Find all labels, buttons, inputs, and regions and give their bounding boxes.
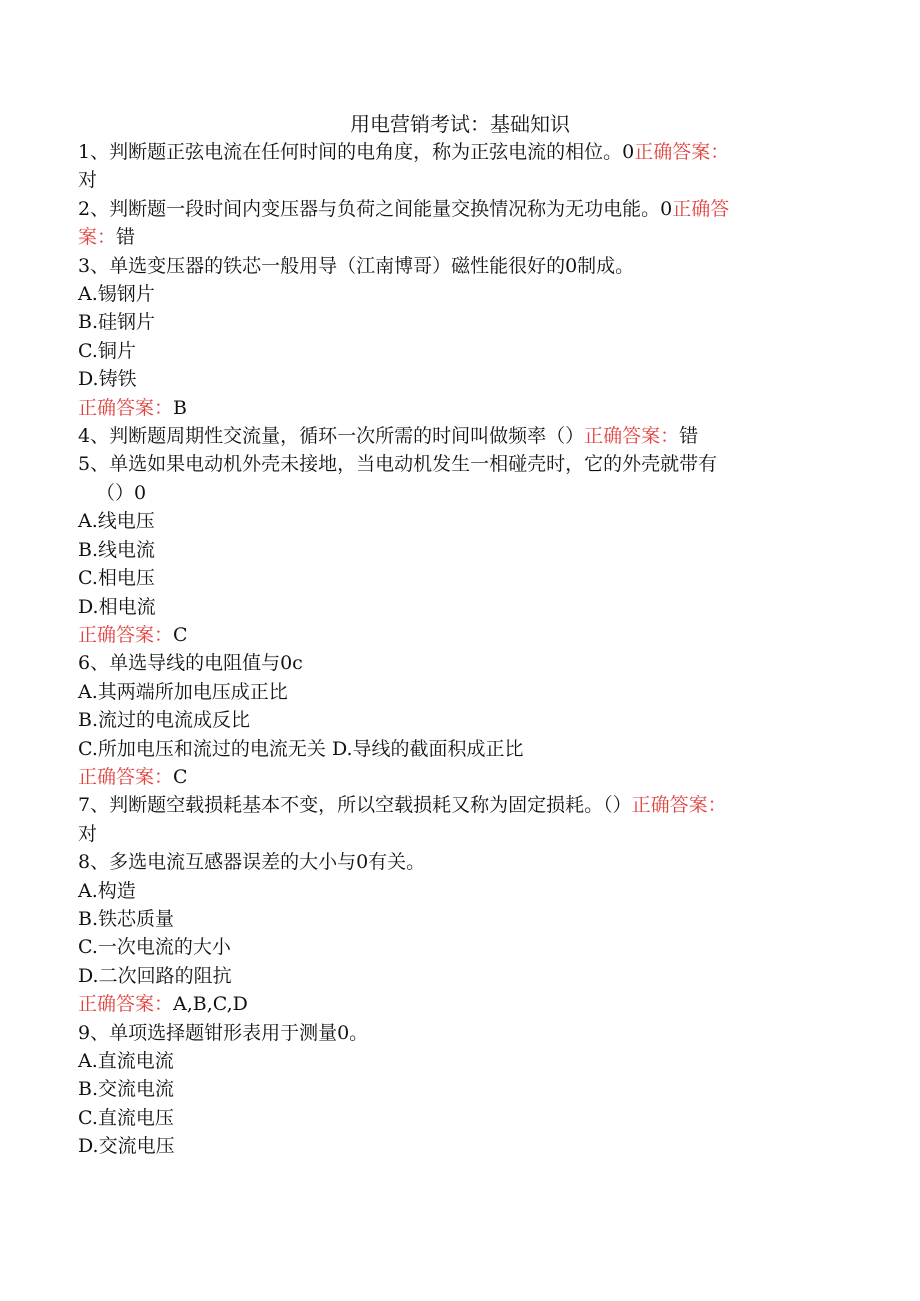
answer-value: 错	[679, 425, 699, 448]
question-8	[78, 848, 828, 1018]
answer-label: 正确答案：	[78, 623, 174, 646]
answer-value: 对	[78, 822, 98, 845]
answer-label: 正确答案：	[634, 141, 730, 163]
option-b: B.流过的电流成反比	[78, 709, 251, 732]
answer-value: C	[173, 623, 188, 646]
option-a: A.线电压	[78, 510, 155, 533]
answer-label: 正确答案：	[584, 425, 680, 448]
answer-label: 正确答案：	[631, 794, 727, 817]
question-text: 1、判断题正弦电流在任何时间的电角度，称为正弦电流的相位。0	[78, 141, 635, 163]
option-a: A.其两端所加电压成正比	[78, 680, 288, 703]
option-d: D.相电流	[78, 595, 156, 618]
answer-value: 对	[78, 169, 98, 192]
question-4	[78, 422, 828, 450]
question-1	[78, 138, 828, 195]
question-6	[78, 649, 828, 791]
option-b: B.硅钢片	[78, 311, 156, 334]
answer-value: B	[173, 396, 187, 419]
answer-label: 正确答案：	[78, 993, 174, 1016]
answer-label: 正确答	[672, 197, 730, 220]
question-text: 6、单选导线的电阻值与0c	[78, 652, 303, 675]
answer-line	[78, 394, 828, 422]
question-text: 3、单选变压器的铁芯一般用导（江南博哥）磁性能很好的0制成。	[78, 254, 635, 277]
question-2	[78, 195, 828, 252]
option-c: C.一次电流的大小	[78, 936, 231, 959]
answer-line	[78, 990, 828, 1018]
document-title: 用电营销考试：基础知识	[350, 112, 570, 136]
answer-value: 错	[116, 226, 136, 249]
question-text: 7、判断题空载损耗基本不变，所以空载损耗又称为固定损耗。（）	[78, 794, 632, 817]
option-b: B.线电流	[78, 538, 156, 561]
answer-value: A,B,C,D	[173, 993, 248, 1016]
question-text: 5、单选如果电动机外壳未接地，当电动机发生一相碰壳时，它的外壳就带有	[78, 453, 718, 476]
question-text-continued: （）0	[96, 481, 147, 504]
option-a: A.锡钢片	[78, 283, 155, 306]
option-b: B.交流电流	[78, 1078, 175, 1101]
option-a: A.构造	[78, 879, 136, 902]
option-b: B.铁芯质量	[78, 907, 175, 930]
question-text: 2、判断题一段时间内变压器与负荷之间能量交换情况称为无功电能。0	[78, 197, 673, 220]
option-c: C.铜片	[78, 339, 136, 362]
option-a: A.直流电流	[78, 1050, 174, 1072]
option-c: C.相电压	[78, 567, 155, 590]
question-text: 4、判断题周期性交流量，循环一次所需的时间叫做频率（）	[78, 425, 585, 448]
question-7	[78, 791, 828, 848]
option-d: D.交流电压	[78, 1135, 175, 1158]
option-d: D.二次回路的阻抗	[78, 964, 232, 987]
question-text: 9、单项选择题钳形表用于测量0。	[78, 1021, 369, 1044]
question-3	[78, 252, 828, 422]
option-c: C.直流电压	[78, 1106, 174, 1129]
answer-value: C	[173, 765, 188, 788]
question-9	[78, 1019, 828, 1161]
answer-label-tail: 案：	[78, 226, 117, 249]
answer-label: 正确答案：	[78, 765, 174, 788]
option-c-d: C.所加电压和流过的电流无关 D.导线的截面积成正比	[78, 737, 524, 760]
question-text: 8、多选电流互感器误差的大小与0有关。	[78, 851, 426, 874]
answer-label: 正确答案：	[78, 396, 174, 419]
question-5	[78, 450, 828, 649]
answer-line	[78, 763, 828, 791]
question-list	[78, 138, 828, 1161]
answer-line	[78, 621, 828, 649]
option-d: D.铸铁	[78, 368, 137, 391]
